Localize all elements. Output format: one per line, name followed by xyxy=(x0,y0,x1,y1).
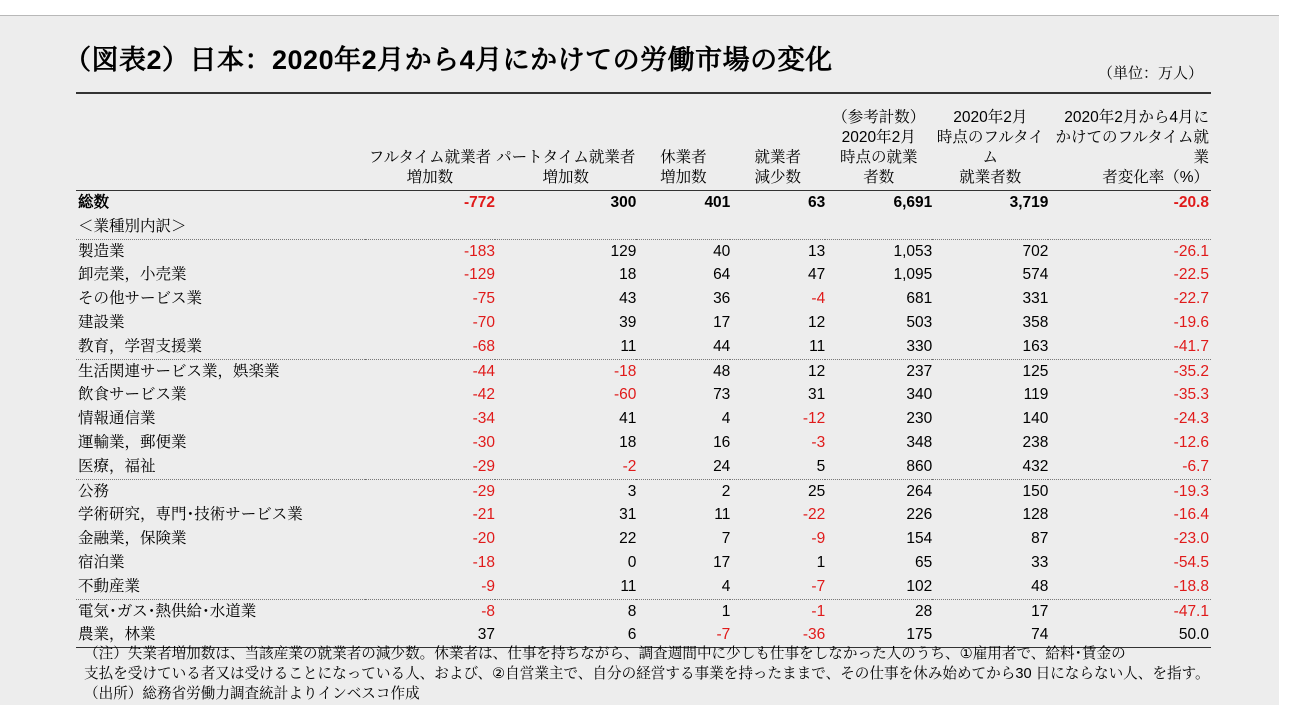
cell-value: 87 xyxy=(1031,530,1049,548)
cell-value: -20 xyxy=(472,530,496,548)
cell-value: 6 xyxy=(495,623,636,647)
table-row xyxy=(76,287,1211,311)
cell-value: 348 xyxy=(906,433,933,451)
cell-value: -16.4 xyxy=(1173,506,1209,524)
cell-value: 163 xyxy=(932,335,1048,359)
cell-value: 65 xyxy=(915,553,933,571)
cell-value: 17 xyxy=(1031,602,1049,620)
cell-value: -22 xyxy=(802,506,826,524)
cell-value: 11 xyxy=(495,335,636,359)
cell-value: -129 xyxy=(464,266,496,284)
cell-value: 17 xyxy=(713,313,731,331)
cell-value: 12 xyxy=(807,313,826,331)
cell-value: -7 xyxy=(730,575,825,599)
cell-value: 300 xyxy=(610,194,637,211)
cell-value: 3,719 xyxy=(1009,194,1049,211)
table-row xyxy=(76,407,1211,431)
cell-value: 1,053 xyxy=(893,242,933,260)
cell-value: -41.7 xyxy=(1048,335,1211,359)
row-label: 金融業，保険業 xyxy=(78,530,187,548)
cell-value: -26.1 xyxy=(1173,242,1209,260)
figure-panel xyxy=(0,15,1279,705)
header-industry xyxy=(76,93,365,191)
cell-value: 73 xyxy=(713,386,731,404)
row-label: 学術研究，専門･技術サービス業 xyxy=(78,506,303,524)
cell-value: -18.8 xyxy=(1048,575,1211,599)
table-row xyxy=(76,263,1211,287)
cell-value: -36 xyxy=(730,623,825,647)
cell-value: -12 xyxy=(802,410,826,428)
table-row xyxy=(76,575,1211,599)
cell-value: 22 xyxy=(619,530,637,548)
cell-value: -35.3 xyxy=(1173,386,1209,404)
cell-value: -24.3 xyxy=(1173,410,1209,428)
cell-value: 119 xyxy=(1023,386,1049,404)
row-label: 情報通信業 xyxy=(78,410,156,428)
cell-value: 358 xyxy=(1022,313,1049,331)
cell-value: -21 xyxy=(472,506,496,524)
row-label: 総数 xyxy=(78,194,110,211)
cell-value: 1,095 xyxy=(893,266,933,284)
cell-value: 17 xyxy=(713,553,731,571)
cell-value: 18 xyxy=(619,433,637,451)
row-label: 宿泊業 xyxy=(78,553,125,571)
cell-value: -18 xyxy=(614,362,637,380)
cell-value: 1 xyxy=(721,602,731,620)
cell-value: -2 xyxy=(495,455,636,479)
note-line: 支払を受けている者又は受けることになっている人、および、②自営業主で、自分の経営する事業を持ったままで、その仕事を休み始めてから30 日にならない人、を指す。 xyxy=(84,666,1210,682)
cell-value: -12.6 xyxy=(1173,433,1209,451)
row-label: 医療，福祉 xyxy=(76,455,365,479)
cell-value: 129 xyxy=(610,242,637,260)
cell-value: 8 xyxy=(627,602,637,620)
cell-value: 0 xyxy=(627,553,637,571)
cell-value: -70 xyxy=(472,313,496,331)
source-line: （出所）総務省労働力調査統計よりインベスコ作成 xyxy=(84,686,420,702)
cell-value: 37 xyxy=(365,623,495,647)
cell-value: 154 xyxy=(906,530,933,548)
header-parttime-increase: パートタイム就業者 増加数 xyxy=(495,93,636,191)
table-row xyxy=(76,383,1211,407)
cell-value: 432 xyxy=(932,455,1048,479)
cell-value: -60 xyxy=(614,386,637,404)
row-label: 卸売業，小売業 xyxy=(78,266,187,284)
cell-value: 44 xyxy=(636,335,730,359)
cell-value: -34 xyxy=(472,410,496,428)
row-label: ＜業種別内訳＞ xyxy=(76,215,365,239)
cell-value: -8 xyxy=(481,602,496,620)
cell-value: -75 xyxy=(472,290,496,308)
cell-value: 33 xyxy=(1031,553,1049,571)
cell-value: 102 xyxy=(825,575,932,599)
cell-value: -18 xyxy=(472,553,496,571)
header-fulltime-feb: 2020年2月 時点のフルタイム 就業者数 xyxy=(932,93,1048,191)
cell-value: 237 xyxy=(906,362,933,380)
cell-value: 16 xyxy=(713,433,731,451)
row-label: 公務 xyxy=(78,482,110,500)
cell-value: 24 xyxy=(636,455,730,479)
cell-value: 4 xyxy=(721,410,731,428)
cell-value: -19.3 xyxy=(1173,482,1209,500)
header-fulltime-change-rate: 2020年2月から4月に かけてのフルタイム就業 者変化率（%） xyxy=(1048,93,1211,191)
cell-value: -68 xyxy=(365,335,495,359)
cell-value: 48 xyxy=(713,362,731,380)
cell-value: -183 xyxy=(464,242,496,260)
unit-label: （単位：万人） xyxy=(1097,65,1203,82)
cell-value: -29 xyxy=(365,455,495,479)
cell-value: 74 xyxy=(932,623,1048,647)
cell-value: 47 xyxy=(807,266,826,284)
cell-value: 340 xyxy=(906,386,933,404)
cell-value: -3 xyxy=(811,433,826,451)
cell-value: -54.5 xyxy=(1173,553,1209,571)
header-fulltime-increase: フルタイム就業者 増加数 xyxy=(365,93,495,191)
cell-value: -9 xyxy=(365,575,495,599)
cell-value: 230 xyxy=(906,410,933,428)
header-absent-increase: 休業者 増加数 xyxy=(636,93,730,191)
table-row xyxy=(76,479,1211,503)
cell-value: 11 xyxy=(714,506,731,524)
cell-value: -22.7 xyxy=(1173,290,1209,308)
cell-value: 7 xyxy=(721,530,731,548)
cell-value: 238 xyxy=(1022,433,1049,451)
table-row xyxy=(76,455,1211,479)
cell-value: 128 xyxy=(1022,506,1049,524)
cell-value: -42 xyxy=(472,386,496,404)
table-row xyxy=(76,527,1211,551)
cell-value: -19.6 xyxy=(1173,313,1209,331)
cell-value: 12 xyxy=(807,362,826,380)
cell-value: 48 xyxy=(932,575,1048,599)
cell-value: -44 xyxy=(472,362,496,380)
cell-value: 28 xyxy=(915,602,933,620)
cell-value: 4 xyxy=(636,575,730,599)
cell-value: -47.1 xyxy=(1173,602,1209,620)
cell-value: 50.0 xyxy=(1048,623,1211,647)
cell-value: -20.8 xyxy=(1173,194,1209,211)
cell-value: 331 xyxy=(1022,290,1049,308)
cell-value: -23.0 xyxy=(1173,530,1209,548)
cell-value: 6,691 xyxy=(893,194,933,211)
cell-value: 43 xyxy=(619,290,637,308)
cell-value: -6.7 xyxy=(1048,455,1211,479)
cell-value: -772 xyxy=(464,194,496,211)
cell-value: 860 xyxy=(825,455,932,479)
subheader-row xyxy=(76,215,1211,239)
cell-value: 18 xyxy=(619,266,637,284)
row-label: 製造業 xyxy=(78,242,125,260)
cell-value: -1 xyxy=(811,602,826,620)
row-label: 飲食サービス業 xyxy=(78,386,187,404)
cell-value: 226 xyxy=(906,506,933,524)
cell-value: 503 xyxy=(906,313,933,331)
header-employed-feb: （参考計数） 2020年2月 時点の就業 者数 xyxy=(825,93,932,191)
table-row xyxy=(76,503,1211,527)
cell-value: -4 xyxy=(811,290,826,308)
cell-value: 13 xyxy=(807,242,826,260)
cell-value: 11 xyxy=(495,575,636,599)
cell-value: -30 xyxy=(472,433,496,451)
footnotes xyxy=(84,644,1264,704)
cell-value: -7 xyxy=(636,623,730,647)
row-label: その他サービス業 xyxy=(78,290,203,308)
header-row xyxy=(76,93,1211,191)
cell-value: 11 xyxy=(730,335,825,359)
cell-value: -35.2 xyxy=(1173,362,1209,380)
figure-title: （図表2）日本：2020年2月から4月にかけての労働市場の変化 xyxy=(64,45,833,75)
labor-market-table xyxy=(76,92,1211,648)
table-row xyxy=(76,311,1211,335)
cell-value: 574 xyxy=(1022,266,1049,284)
cell-value: 125 xyxy=(1022,362,1049,380)
cell-value: 150 xyxy=(1022,482,1049,500)
cell-value: 40 xyxy=(713,242,731,260)
cell-value: 64 xyxy=(713,266,731,284)
cell-value: 140 xyxy=(1022,410,1049,428)
cell-value: 330 xyxy=(825,335,932,359)
cell-value: 175 xyxy=(825,623,932,647)
row-label: 不動産業 xyxy=(76,575,365,599)
cell-value: -22.5 xyxy=(1173,266,1209,284)
cell-value: 3 xyxy=(627,482,637,500)
row-label: 建設業 xyxy=(78,313,125,331)
cell-value: 5 xyxy=(730,455,825,479)
row-label: 教育，学習支援業 xyxy=(76,335,365,359)
cell-value: 36 xyxy=(713,290,731,308)
cell-value: 401 xyxy=(704,194,731,211)
table-row xyxy=(76,335,1211,359)
table-row xyxy=(76,239,1211,263)
cell-value: 41 xyxy=(619,410,637,428)
header-employed-decrease: 就業者 減少数 xyxy=(730,93,825,191)
row-label: 電気･ガス･熱供給･水道業 xyxy=(78,602,257,620)
cell-value: 702 xyxy=(1022,242,1049,260)
cell-value: 63 xyxy=(807,194,826,211)
cell-value: -9 xyxy=(811,530,826,548)
cell-value: 31 xyxy=(619,506,637,524)
table-row xyxy=(76,551,1211,575)
row-label: 運輸業，郵便業 xyxy=(78,433,187,451)
cell-value: 39 xyxy=(619,313,637,331)
row-label: 農業，林業 xyxy=(76,623,365,647)
cell-value: 264 xyxy=(906,482,933,500)
table-row xyxy=(76,431,1211,455)
cell-value: 31 xyxy=(807,386,826,404)
cell-value: 25 xyxy=(807,482,826,500)
cell-value: -29 xyxy=(472,482,496,500)
note-line: （注）失業者増加数は、当該産業の就業者の減少数。休業者は、仕事を持ちながら、調査週間中に少しも仕事をしなかった人のうち、①雇用者で、給料･賃金の xyxy=(84,646,1126,662)
row-label: 生活関連サービス業，娯楽業 xyxy=(78,362,280,380)
table-row xyxy=(76,359,1211,383)
table-row xyxy=(76,599,1211,623)
cell-value: 681 xyxy=(906,290,933,308)
table-body xyxy=(76,191,1211,648)
cell-value: 1 xyxy=(816,553,826,571)
cell-value: 2 xyxy=(721,482,731,500)
total-row xyxy=(76,191,1211,215)
